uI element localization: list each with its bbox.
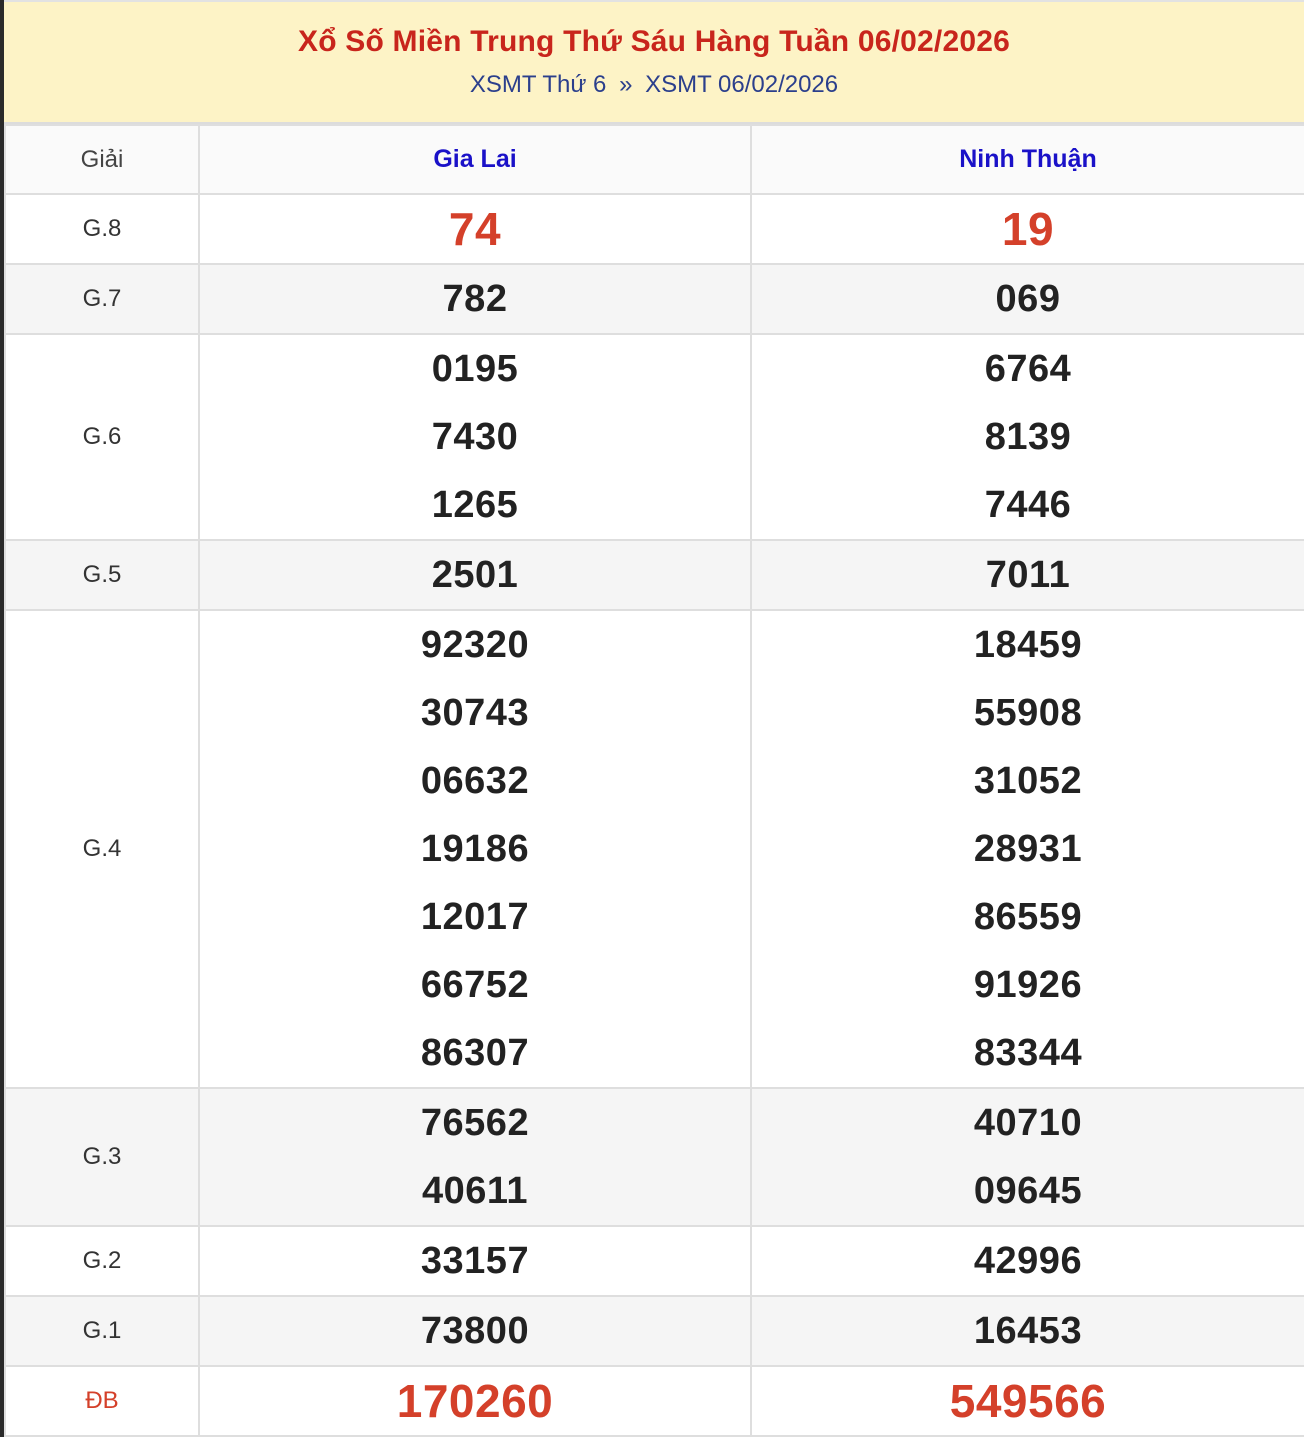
gia-lai-cell	[199, 1366, 751, 1436]
prize-label: G.2	[5, 1226, 199, 1296]
table-row-g3	[5, 1088, 1304, 1226]
result-number: 74	[448, 203, 502, 255]
result-number: 19	[1001, 203, 1055, 255]
breadcrumb-separator: »	[619, 71, 633, 98]
special-prize-number: 549566	[949, 1375, 1107, 1427]
result-number: 1265	[431, 484, 519, 526]
prize-label: G.1	[5, 1296, 199, 1366]
result-number: 33157	[420, 1240, 530, 1282]
gia-lai-cell	[199, 1088, 751, 1226]
result-number: 7430	[431, 416, 519, 458]
result-number: 42996	[973, 1240, 1083, 1282]
results-header	[4, 0, 1304, 124]
result-number: 86307	[420, 1032, 530, 1074]
result-number: 40710	[973, 1102, 1083, 1144]
result-number: 069	[995, 278, 1061, 320]
result-number: 19186	[420, 828, 530, 870]
table-row-g7	[5, 264, 1304, 334]
ninh-thuan-cell	[751, 1088, 1304, 1226]
ninh-thuan-cell	[751, 1366, 1304, 1436]
result-number: 09645	[973, 1170, 1083, 1212]
result-number: 66752	[420, 964, 530, 1006]
breadcrumb-link-xsmt-date[interactable]: XSMT 06/02/2026	[645, 71, 839, 98]
table-row-special	[5, 1366, 1304, 1436]
column-header-gia-lai[interactable]: Gia Lai	[199, 125, 751, 194]
result-number: 40611	[421, 1170, 529, 1212]
ninh-thuan-cell	[751, 264, 1304, 334]
result-number: 76562	[420, 1102, 530, 1144]
result-number: 91926	[973, 964, 1083, 1006]
result-number: 92320	[420, 624, 530, 666]
gia-lai-cell	[199, 540, 751, 610]
prize-label: G.4	[5, 610, 199, 1088]
table-row-g5	[5, 540, 1304, 610]
result-number: 0195	[431, 348, 519, 390]
table-row-g6	[5, 334, 1304, 540]
column-header-prize: Giải	[5, 125, 199, 194]
ninh-thuan-cell	[751, 334, 1304, 540]
result-number: 12017	[420, 896, 530, 938]
gia-lai-cell	[199, 264, 751, 334]
table-row-g1	[5, 1296, 1304, 1366]
result-number: 7011	[985, 554, 1071, 596]
prize-label: G.5	[5, 540, 199, 610]
result-number: 31052	[973, 760, 1083, 802]
result-number: 8139	[984, 416, 1072, 458]
table-row-g4	[5, 610, 1304, 1088]
page-title: Xổ Số Miền Trung Thứ Sáu Hàng Tuần 06/02/2026	[298, 25, 1010, 58]
results-table	[4, 124, 1304, 1437]
prize-label: G.6	[5, 334, 199, 540]
column-header-ninh-thuan[interactable]: Ninh Thuận	[751, 125, 1304, 194]
result-number: 6764	[984, 348, 1072, 390]
ninh-thuan-cell	[751, 1296, 1304, 1366]
gia-lai-cell	[199, 610, 751, 1088]
result-number: 28931	[973, 828, 1083, 870]
breadcrumb	[4, 70, 1304, 100]
ninh-thuan-cell	[751, 540, 1304, 610]
result-number: 30743	[420, 692, 530, 734]
table-header-row	[5, 125, 1304, 194]
ninh-thuan-cell	[751, 194, 1304, 264]
breadcrumb-link-xsmt-thu-6[interactable]: XSMT Thứ 6	[469, 71, 607, 98]
prize-label: G.8	[5, 194, 199, 264]
result-number: 18459	[973, 624, 1083, 666]
gia-lai-cell	[199, 1296, 751, 1366]
table-row-g8	[5, 194, 1304, 264]
gia-lai-cell	[199, 334, 751, 540]
result-number: 2501	[431, 554, 519, 596]
prize-label: G.3	[5, 1088, 199, 1226]
result-number: 782	[442, 278, 508, 320]
special-prize-number: 170260	[396, 1375, 554, 1427]
ninh-thuan-cell	[751, 610, 1304, 1088]
result-number: 16453	[973, 1310, 1083, 1352]
result-number: 86559	[973, 896, 1083, 938]
ninh-thuan-cell	[751, 1226, 1304, 1296]
gia-lai-cell	[199, 1226, 751, 1296]
result-number: 83344	[973, 1032, 1083, 1074]
gia-lai-cell	[199, 194, 751, 264]
prize-label: G.7	[5, 264, 199, 334]
result-number: 73800	[420, 1310, 530, 1352]
result-number: 55908	[973, 692, 1083, 734]
prize-label-special: ĐB	[5, 1366, 199, 1436]
table-row-g2	[5, 1226, 1304, 1296]
result-number: 06632	[420, 760, 530, 802]
result-number: 7446	[984, 484, 1072, 526]
